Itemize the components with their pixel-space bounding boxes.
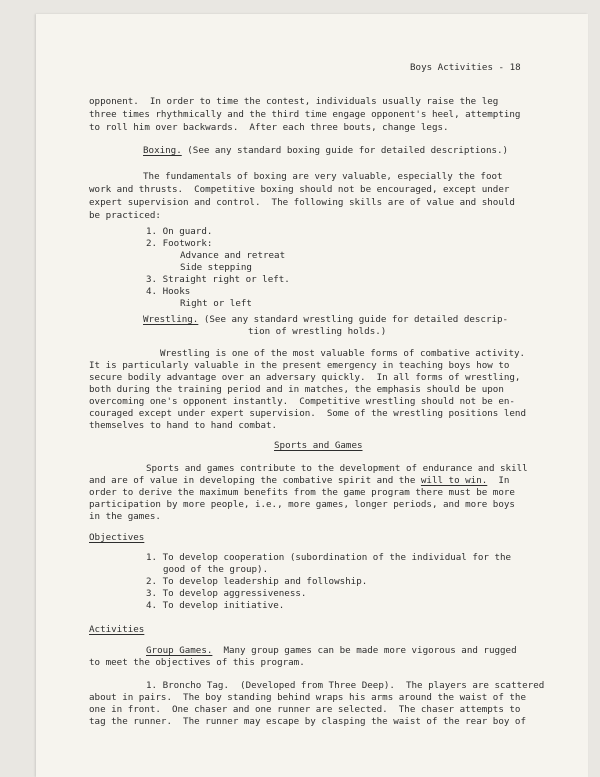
wrestling-para-line-4: both during the training period and in matches, the emphasis should be upon [89, 384, 504, 395]
sports-heading: Sports and Games [274, 440, 363, 451]
boxing-subskill: Advance and retreat [180, 250, 286, 261]
group-games-heading: Group Games. [146, 645, 213, 656]
boxing-para-line-1: The fundamentals of boxing are very valuable, especially the foot [143, 171, 503, 182]
group-games-line-2: to meet the objectives of this program. [89, 657, 305, 668]
group-games-line-1 [146, 645, 517, 657]
will-to-win-emphasis: will to win. [420, 475, 488, 486]
boxing-section-heading [143, 145, 508, 157]
wrestling-note-2: tion of wrestling holds.) [248, 326, 387, 337]
boxing-skill: 1. On guard. [146, 226, 213, 237]
boxing-skill: 3. Straight right or left. [146, 274, 290, 285]
boxing-skill: 4. Hooks [146, 286, 191, 297]
wrestling-para-line-1: Wrestling is one of the most valuable forms of combative activity. [160, 348, 526, 359]
boxing-note: (See any standard boxing guide for detailed descriptions.) [181, 145, 509, 156]
intro-line-1: opponent. In order to time the contest, individuals usually raise the leg [89, 96, 499, 107]
bronco-tag-line-2: about in pairs. The boy standing behind wraps his arms around the waist of the [89, 692, 526, 703]
wrestling-section-heading [143, 314, 508, 326]
sports-para-line-2 [89, 475, 509, 487]
sports-para-text: In [487, 475, 510, 486]
sports-para-line-3: order to derive the maximum benefits from the game program there must be more [89, 487, 515, 498]
wrestling-para-line-3: secure bodily advantage over an adversary quickly. In all forms of wrestling, [89, 372, 521, 383]
activities-heading: Activities [89, 624, 145, 635]
wrestling-note-1: (See any standard wrestling guide for detailed descrip- [198, 314, 509, 325]
objective-item: 3. To develop aggressiveness. [146, 588, 307, 599]
bronco-tag-line-1: 1. Broncho Tag. (Developed from Three Deep). The players are scattered [146, 680, 545, 691]
bronco-tag-line-3: one in front. One chaser and one runner are selected. The chaser attempts to [89, 704, 521, 715]
boxing-subskill: Side stepping [180, 262, 252, 273]
objective-item: 1. To develop cooperation (subordination of the individual for the [146, 552, 512, 563]
boxing-heading: Boxing. [143, 145, 182, 156]
wrestling-heading: Wrestling. [143, 314, 199, 325]
boxing-para-line-4: be practiced: [89, 210, 161, 221]
sports-para-line-5: in the games. [89, 511, 161, 522]
page-header: Boys Activities - 18 [410, 62, 521, 73]
intro-line-2: three times rhythmically and the third time engage opponent's heel, attempting [89, 109, 521, 120]
wrestling-para-line-5: overcoming one's opponent instantly. Competitive wrestling should not be en- [89, 396, 515, 407]
objective-item: 4. To develop initiative. [146, 600, 285, 611]
group-games-text: Many group games can be made more vigorous and rugged [212, 645, 517, 656]
sports-para-line-4: participation by more people, i.e., more games, longer periods, and more boys [89, 499, 515, 510]
sports-para-text: and are of value in developing the combative spirit and the [89, 475, 421, 486]
boxing-para-line-2: work and thrusts. Competitive boxing should not be encouraged, except under [89, 184, 510, 195]
bronco-tag-line-4: tag the runner. The runner may escape by clasping the waist of the rear boy of [89, 716, 526, 727]
wrestling-para-line-2: It is particularly valuable in the present emergency in teaching boys how to [89, 360, 510, 371]
boxing-subskill: Right or left [180, 298, 252, 309]
objectives-heading: Objectives [89, 532, 145, 543]
wrestling-para-line-6: couraged except under expert supervision. Some of the wrestling positions lend [89, 408, 526, 419]
intro-line-3: to roll him over backwards. After each three bouts, change legs. [89, 122, 449, 133]
boxing-para-line-3: expert supervision and control. The following skills are of value and should [89, 197, 515, 208]
wrestling-para-line-7: themselves to hand to hand combat. [89, 420, 278, 431]
objective-item: 2. To develop leadership and followship. [146, 576, 368, 587]
boxing-skill: 2. Footwork: [146, 238, 213, 249]
objective-item-continued: good of the group). [163, 564, 269, 575]
sports-para-line-1: Sports and games contribute to the development of endurance and skill [146, 463, 528, 474]
